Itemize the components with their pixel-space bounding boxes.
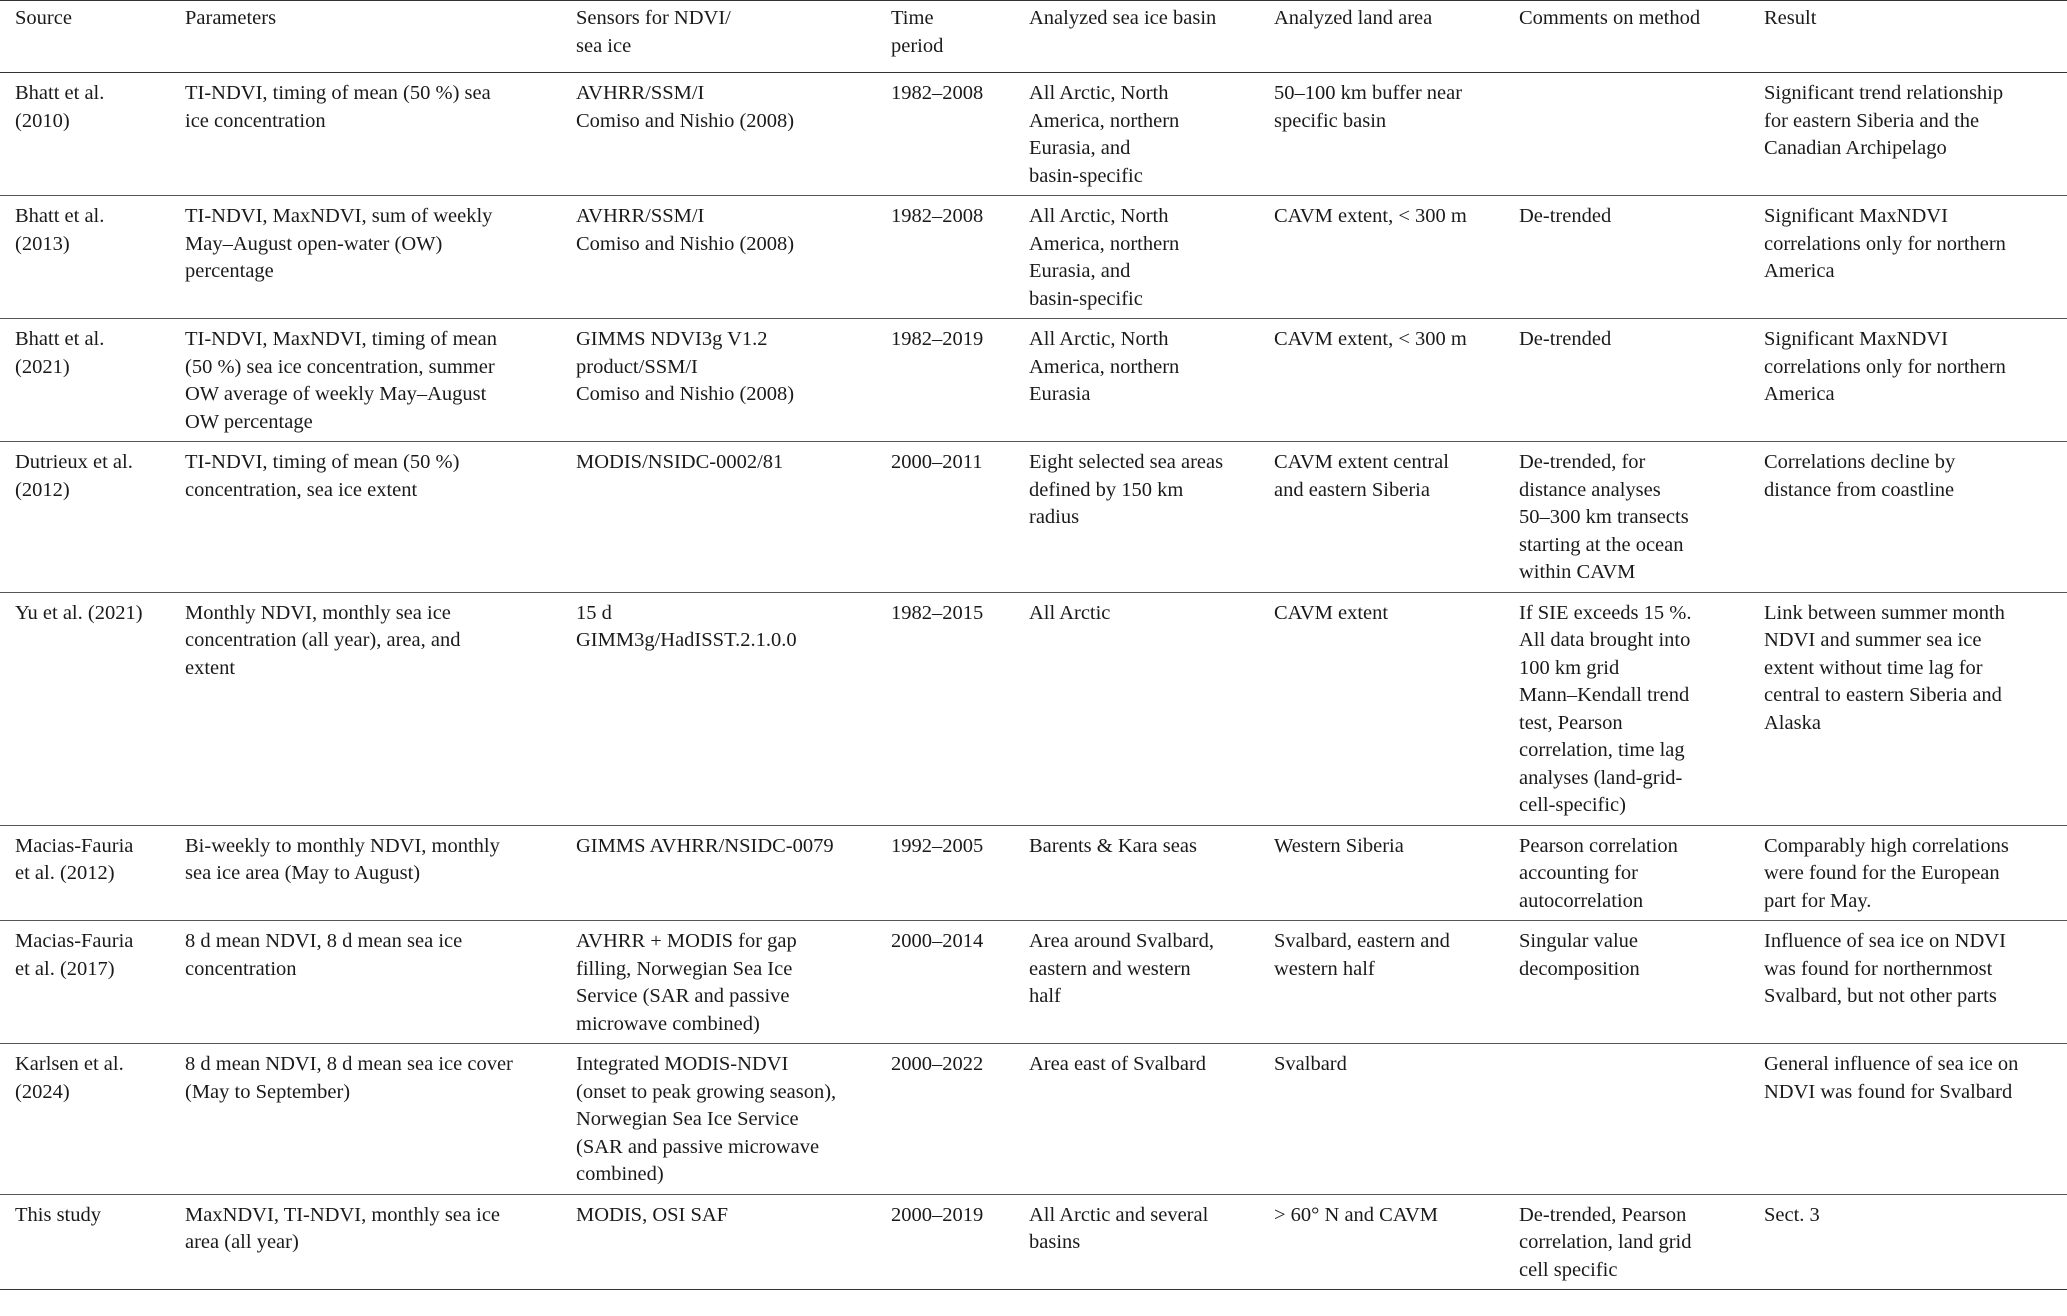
cell-result: Sect. 3 bbox=[1749, 1194, 2067, 1290]
cell-parameters: TI-NDVI, timing of mean (50 %) concentration, sea ice extent bbox=[170, 442, 561, 593]
cell-source: Bhatt et al. (2010) bbox=[0, 73, 170, 196]
cell-sensors: AVHRR/SSM/I Comiso and Nishio (2008) bbox=[561, 196, 876, 319]
cell-land-area: > 60° N and CAVM bbox=[1259, 1194, 1504, 1290]
table-row bbox=[0, 442, 2067, 593]
cell-land-area: CAVM extent central and eastern Siberia bbox=[1259, 442, 1504, 593]
cell-time-period: 1982–2008 bbox=[876, 73, 1014, 196]
cell-land-area: CAVM extent, < 300 m bbox=[1259, 196, 1504, 319]
cell-source: Macias-Fauria et al. (2012) bbox=[0, 825, 170, 921]
cell-sensors: MODIS, OSI SAF bbox=[561, 1194, 876, 1290]
header-row bbox=[0, 1, 2067, 73]
cell-sensors: GIMMS NDVI3g V1.2 product/SSM/I Comiso and Nishio (2008) bbox=[561, 319, 876, 442]
cell-parameters: 8 d mean NDVI, 8 d mean sea ice cover (May to September) bbox=[170, 1044, 561, 1195]
cell-time-period: 2000–2022 bbox=[876, 1044, 1014, 1195]
cell-land-area: 50–100 km buffer near specific basin bbox=[1259, 73, 1504, 196]
cell-comments: Singular value decomposition bbox=[1504, 921, 1749, 1044]
table-row bbox=[0, 592, 2067, 825]
table-row bbox=[0, 1194, 2067, 1290]
cell-result: Significant MaxNDVI correlations only for northern America bbox=[1749, 196, 2067, 319]
cell-result: Correlations decline by distance from coastline bbox=[1749, 442, 2067, 593]
cell-comments: De-trended bbox=[1504, 196, 1749, 319]
header-time-period: Time period bbox=[876, 1, 1014, 73]
cell-comments: De-trended, for distance analyses 50–300 km transects starting at the ocean within CAVM bbox=[1504, 442, 1749, 593]
cell-parameters: 8 d mean NDVI, 8 d mean sea ice concentration bbox=[170, 921, 561, 1044]
header-source: Source bbox=[0, 1, 170, 73]
header-sea-ice-basin: Analyzed sea ice basin bbox=[1014, 1, 1259, 73]
cell-parameters: TI-NDVI, MaxNDVI, sum of weekly May–August open-water (OW) percentage bbox=[170, 196, 561, 319]
cell-time-period: 2000–2011 bbox=[876, 442, 1014, 593]
cell-parameters: MaxNDVI, TI-NDVI, monthly sea ice area (all year) bbox=[170, 1194, 561, 1290]
header-comments: Comments on method bbox=[1504, 1, 1749, 73]
cell-time-period: 1982–2008 bbox=[876, 196, 1014, 319]
cell-comments: If SIE exceeds 15 %. All data brought into 100 km grid Mann–Kendall trend test, Pearson correlation, time lag analyses (land-grid- cell-specific) bbox=[1504, 592, 1749, 825]
cell-sensors: Integrated MODIS-NDVI (onset to peak growing season), Norwegian Sea Ice Service (SAR and passive microwave combined) bbox=[561, 1044, 876, 1195]
cell-source: Bhatt et al. (2013) bbox=[0, 196, 170, 319]
cell-result: Influence of sea ice on NDVI was found for northernmost Svalbard, but not other parts bbox=[1749, 921, 2067, 1044]
table-row bbox=[0, 196, 2067, 319]
cell-source: This study bbox=[0, 1194, 170, 1290]
header-land-area: Analyzed land area bbox=[1259, 1, 1504, 73]
cell-source: Macias-Fauria et al. (2017) bbox=[0, 921, 170, 1044]
cell-sea-ice-basin: All Arctic, North America, northern Eurasia, and basin-specific bbox=[1014, 73, 1259, 196]
cell-comments bbox=[1504, 1044, 1749, 1195]
cell-sensors: MODIS/NSIDC-0002/81 bbox=[561, 442, 876, 593]
cell-land-area: Svalbard, eastern and western half bbox=[1259, 921, 1504, 1044]
header-sensors: Sensors for NDVI/ sea ice bbox=[561, 1, 876, 73]
cell-sea-ice-basin: All Arctic, North America, northern Eurasia bbox=[1014, 319, 1259, 442]
table-row bbox=[0, 921, 2067, 1044]
cell-sea-ice-basin: Barents & Kara seas bbox=[1014, 825, 1259, 921]
cell-result: Comparably high correlations were found for the European part for May. bbox=[1749, 825, 2067, 921]
cell-comments: Pearson correlation accounting for autocorrelation bbox=[1504, 825, 1749, 921]
cell-time-period: 1992–2005 bbox=[876, 825, 1014, 921]
table-row bbox=[0, 825, 2067, 921]
cell-time-period: 2000–2019 bbox=[876, 1194, 1014, 1290]
cell-comments: De-trended, Pearson correlation, land grid cell specific bbox=[1504, 1194, 1749, 1290]
cell-land-area: CAVM extent bbox=[1259, 592, 1504, 825]
cell-sensors: AVHRR + MODIS for gap filling, Norwegian Sea Ice Service (SAR and passive microwave combined) bbox=[561, 921, 876, 1044]
cell-result: General influence of sea ice on NDVI was found for Svalbard bbox=[1749, 1044, 2067, 1195]
cell-comments: De-trended bbox=[1504, 319, 1749, 442]
cell-result: Significant MaxNDVI correlations only for northern America bbox=[1749, 319, 2067, 442]
cell-time-period: 1982–2019 bbox=[876, 319, 1014, 442]
cell-parameters: TI-NDVI, timing of mean (50 %) sea ice concentration bbox=[170, 73, 561, 196]
cell-land-area: CAVM extent, < 300 m bbox=[1259, 319, 1504, 442]
table-row bbox=[0, 319, 2067, 442]
cell-source: Dutrieux et al. (2012) bbox=[0, 442, 170, 593]
cell-parameters: Monthly NDVI, monthly sea ice concentration (all year), area, and extent bbox=[170, 592, 561, 825]
cell-source: Karlsen et al. (2024) bbox=[0, 1044, 170, 1195]
cell-sensors: AVHRR/SSM/I Comiso and Nishio (2008) bbox=[561, 73, 876, 196]
cell-land-area: Svalbard bbox=[1259, 1044, 1504, 1195]
cell-sensors: 15 d GIMM3g/HadISST.2.1.0.0 bbox=[561, 592, 876, 825]
cell-sensors: GIMMS AVHRR/NSIDC-0079 bbox=[561, 825, 876, 921]
header-result: Result bbox=[1749, 1, 2067, 73]
cell-sea-ice-basin: Area east of Svalbard bbox=[1014, 1044, 1259, 1195]
cell-parameters: Bi-weekly to monthly NDVI, monthly sea ice area (May to August) bbox=[170, 825, 561, 921]
cell-sea-ice-basin: All Arctic bbox=[1014, 592, 1259, 825]
cell-sea-ice-basin: Eight selected sea areas defined by 150 km radius bbox=[1014, 442, 1259, 593]
cell-sea-ice-basin: All Arctic and several basins bbox=[1014, 1194, 1259, 1290]
table-row bbox=[0, 1044, 2067, 1195]
cell-result: Significant trend relationship for eastern Siberia and the Canadian Archipelago bbox=[1749, 73, 2067, 196]
cell-land-area: Western Siberia bbox=[1259, 825, 1504, 921]
table-row bbox=[0, 73, 2067, 196]
cell-sea-ice-basin: All Arctic, North America, northern Eurasia, and basin-specific bbox=[1014, 196, 1259, 319]
cell-time-period: 1982–2015 bbox=[876, 592, 1014, 825]
header-parameters: Parameters bbox=[170, 1, 561, 73]
cell-parameters: TI-NDVI, MaxNDVI, timing of mean (50 %) sea ice concentration, summer OW average of weekly May–August OW percentage bbox=[170, 319, 561, 442]
cell-source: Bhatt et al. (2021) bbox=[0, 319, 170, 442]
cell-sea-ice-basin: Area around Svalbard, eastern and western half bbox=[1014, 921, 1259, 1044]
cell-comments bbox=[1504, 73, 1749, 196]
cell-result: Link between summer month NDVI and summer sea ice extent without time lag for central to eastern Siberia and Alaska bbox=[1749, 592, 2067, 825]
cell-time-period: 2000–2014 bbox=[876, 921, 1014, 1044]
cell-source: Yu et al. (2021) bbox=[0, 592, 170, 825]
